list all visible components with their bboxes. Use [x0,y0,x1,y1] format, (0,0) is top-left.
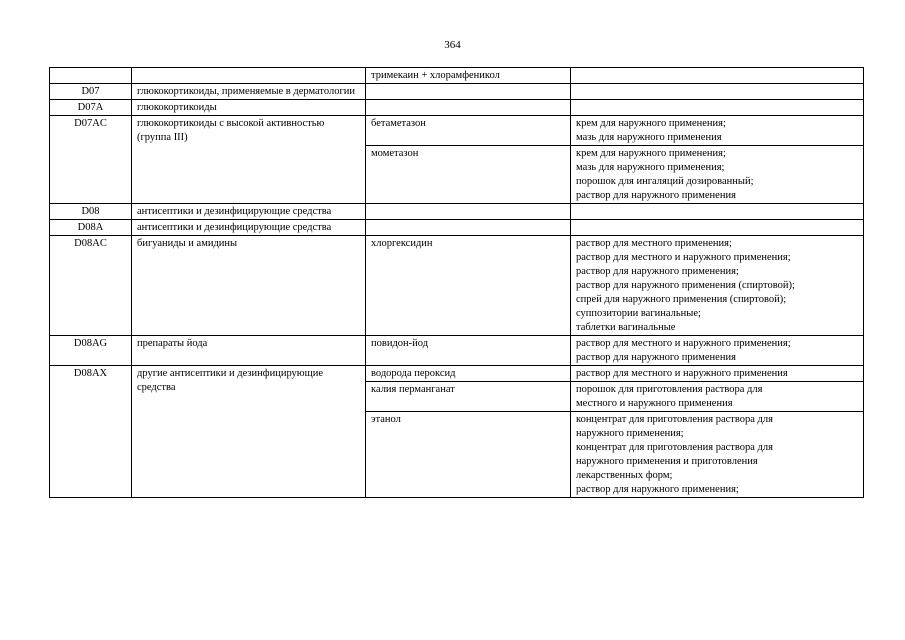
table-row [50,236,864,336]
group-name-cell: препараты йода [132,336,366,366]
drug-name-cell: этанол [366,412,571,498]
dosage-form-line: раствор для наружного применения (спиртовой); [576,280,795,291]
dosage-form-line: раствор для наружного применения [576,352,736,363]
dosage-forms-cell [571,220,864,236]
dosage-form-line: мазь для наружного применения; [576,162,725,173]
dosage-form-line: крем для наружного применения; [576,148,726,159]
table-row [50,220,864,236]
group-name-cell: глюкокортикоиды с высокой активностью (группа III) [132,116,366,204]
table-row [50,366,864,382]
dosage-forms-cell [571,146,864,204]
atc-code-cell: D08AC [50,236,132,336]
drug-name-cell: хлоргексидин [366,236,571,336]
group-name-cell: глюкокортикоиды, применяемые в дерматологии [132,84,366,100]
group-name-cell: бигуаниды и амидины [132,236,366,336]
dosage-form-line: концентрат для приготовления раствора для [576,414,773,425]
drug-name-cell: тримекаин + хлорамфеникол [366,68,571,84]
atc-code-cell: D07AC [50,116,132,204]
dosage-forms-cell [571,116,864,146]
table-row [50,204,864,220]
table-row [50,336,864,366]
table-row [50,68,864,84]
group-name-cell: глюкокортикоиды [132,100,366,116]
dosage-form-line: раствор для местного и наружного применения; [576,252,791,263]
dosage-forms-cell [571,236,864,336]
drug-name-cell [366,84,571,100]
dosage-forms-cell [571,204,864,220]
drug-name-cell: водорода пероксид [366,366,571,382]
dosage-forms-cell [571,412,864,498]
page-number: 364 [444,39,461,51]
group-name-cell: антисептики и дезинфицирующие средства [132,220,366,236]
atc-code-cell [50,68,132,84]
dosage-form-line: порошок для ингаляций дозированный; [576,176,754,187]
dosage-forms-cell [571,336,864,366]
table-row [50,84,864,100]
atc-code-cell: D08AX [50,366,132,498]
dosage-form-line: лекарственных форм; [576,470,673,481]
atc-code-cell: D08 [50,204,132,220]
atc-code-cell: D08A [50,220,132,236]
dosage-form-line: суппозитории вагинальные; [576,308,701,319]
dosage-form-line: порошок для приготовления раствора для [576,384,763,395]
table-row [50,116,864,146]
atc-code-cell: D08AG [50,336,132,366]
drug-name-cell: калия перманганат [366,382,571,412]
drug-name-cell [366,100,571,116]
drug-name-cell [366,220,571,236]
dosage-form-line: таблетки вагинальные [576,322,676,333]
atc-code-cell: D07 [50,84,132,100]
dosage-form-line: раствор для наружного применения; [576,266,739,277]
dosage-forms-cell [571,366,864,382]
dosage-form-line: раствор для местного и наружного применения; [576,338,791,349]
dosage-form-line: раствор для местного применения; [576,238,732,249]
dosage-form-line: спрей для наружного применения (спиртовой); [576,294,787,305]
drug-name-cell [366,204,571,220]
dosage-forms-cell [571,84,864,100]
dosage-form-line: наружного применения; [576,428,684,439]
group-name-cell [132,68,366,84]
group-name-cell: антисептики и дезинфицирующие средства [132,204,366,220]
drug-name-cell: повидон-йод [366,336,571,366]
drug-name-cell: бетаметазон [366,116,571,146]
table-row [50,100,864,116]
dosage-form-line: мазь для наружного применения [576,132,722,143]
drug-classification-table [49,67,864,498]
dosage-forms-cell [571,68,864,84]
dosage-form-line: раствор для наружного применения [576,190,736,201]
dosage-form-line: раствор для наружного применения; [576,484,739,495]
atc-code-cell: D07A [50,100,132,116]
dosage-form-line: местного и наружного применения [576,398,733,409]
table-body [50,68,864,498]
dosage-form-line: концентрат для приготовления раствора для [576,442,773,453]
dosage-forms-cell [571,382,864,412]
group-name-cell: другие антисептики и дезинфицирующие средства [132,366,366,498]
dosage-form-line: раствор для местного и наружного применения [576,368,788,379]
dosage-form-line: наружного применения и приготовления [576,456,758,467]
dosage-forms-cell [571,100,864,116]
dosage-form-line: крем для наружного применения; [576,118,726,129]
drug-name-cell: мометазон [366,146,571,204]
